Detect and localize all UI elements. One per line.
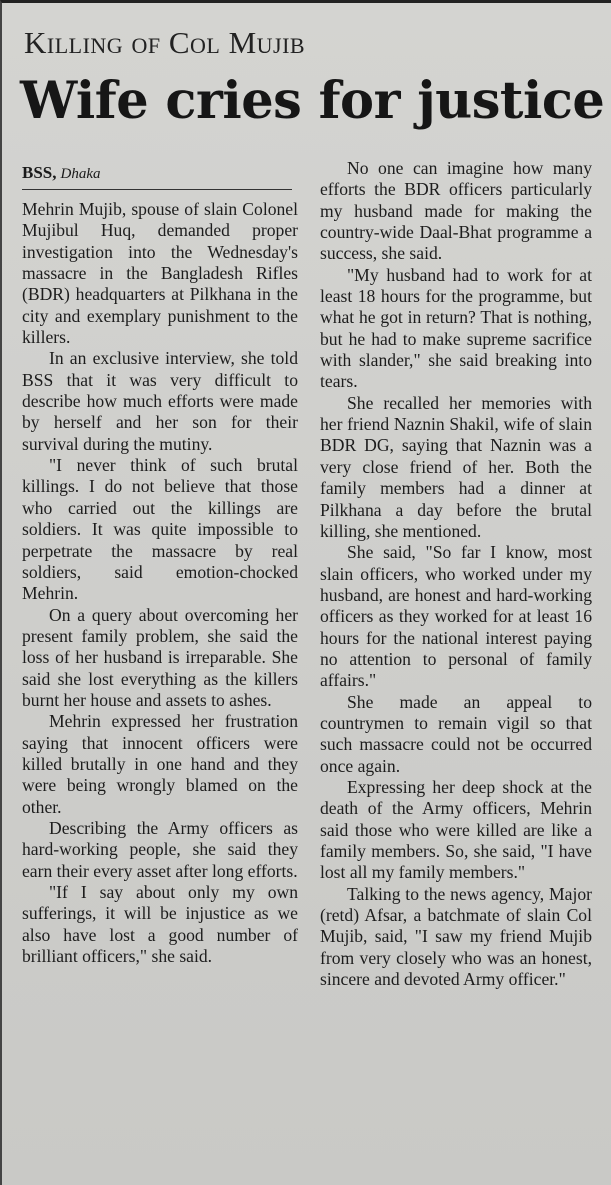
byline: [22, 163, 292, 183]
paragraph: Describing the Army officers as hard-working people, she said they earn their every asset after long efforts.: [22, 817, 298, 881]
paragraph: She made an appeal to countrymen to remain vigil so that such massacre could not be occurred once again.: [320, 691, 592, 776]
paragraph: No one can imagine how many efforts the BDR officers particularly my husband made for making the country-wide Daal-Bhat programme a success, she said.: [320, 158, 592, 264]
paragraph: "My husband had to work for at least 18 hours for the programme, but what he got in return? That is nothing, but he had to make supreme sacrifice with slander," she said breaking into tears.: [320, 264, 592, 392]
byline-divider: [22, 189, 292, 190]
paragraph: In an exclusive interview, she told BSS that it was very difficult to describe how much efforts were made by herself and her son for their survival during the mutiny.: [22, 348, 298, 454]
paragraph: Mehrin expressed her frustration saying that innocent officers were killed brutally in one hand and they were being wrongly blamed on the other.: [22, 711, 298, 817]
paragraph: On a query about overcoming her present family problem, she said the loss of her husband is irreparable. She said she lost everything as the killers burnt her house and assets to ashes.: [22, 604, 298, 710]
byline-city: Dhaka: [60, 166, 101, 182]
byline-source: BSS,: [22, 163, 57, 182]
paragraph: Talking to the news agency, Major (retd) Afsar, a batchmate of slain Col Mujib, said, "I saw my friend Mujib from very closely who was an honest, sincere and devoted Army officer.": [320, 883, 592, 990]
paragraph: Mehrin Mujib, spouse of slain Colonel Mujibul Huq, demanded proper investigation into the Wednesday's massacre in the Bangladesh Rifles (BDR) headquarters at Pilkhana in the city and exemplary punishment to the killers.: [22, 199, 298, 348]
paragraph: She said, "So far I know, most slain officers, who worked under my husband, are honest and hard-working officers as they worked for at least 16 hours for the national interest paying no attention to personal of family affairs.": [320, 542, 592, 691]
paragraph: Expressing her deep shock at the death of the Army officers, Mehrin said those who were killed are like a family members. So, she said, "I have lost all my family members.": [320, 776, 592, 883]
paragraph: She recalled her memories with her friend Naznin Shakil, wife of slain BDR DG, saying that Naznin was a very close friend of her. Both the family members had a dinner at Pilkhana a day before the brutal killing, she mentioned.: [320, 392, 592, 541]
article-headline: Wife cries for justice: [20, 71, 605, 131]
paragraph: "If I say about only my own sufferings, it will be injustice as we also have lost a good number of brilliant officers," she said.: [22, 882, 298, 967]
article-column-1: [22, 199, 298, 967]
article-kicker: Killing of Col Mujib: [24, 25, 306, 60]
paragraph: "I never think of such brutal killings. I do not believe that those who carried out the killings are soldiers. It was quite impossible to perpetrate the massacre by real soldiers, said emotion-chocked Mehrin.: [22, 455, 298, 604]
article-column-2: [320, 158, 592, 990]
